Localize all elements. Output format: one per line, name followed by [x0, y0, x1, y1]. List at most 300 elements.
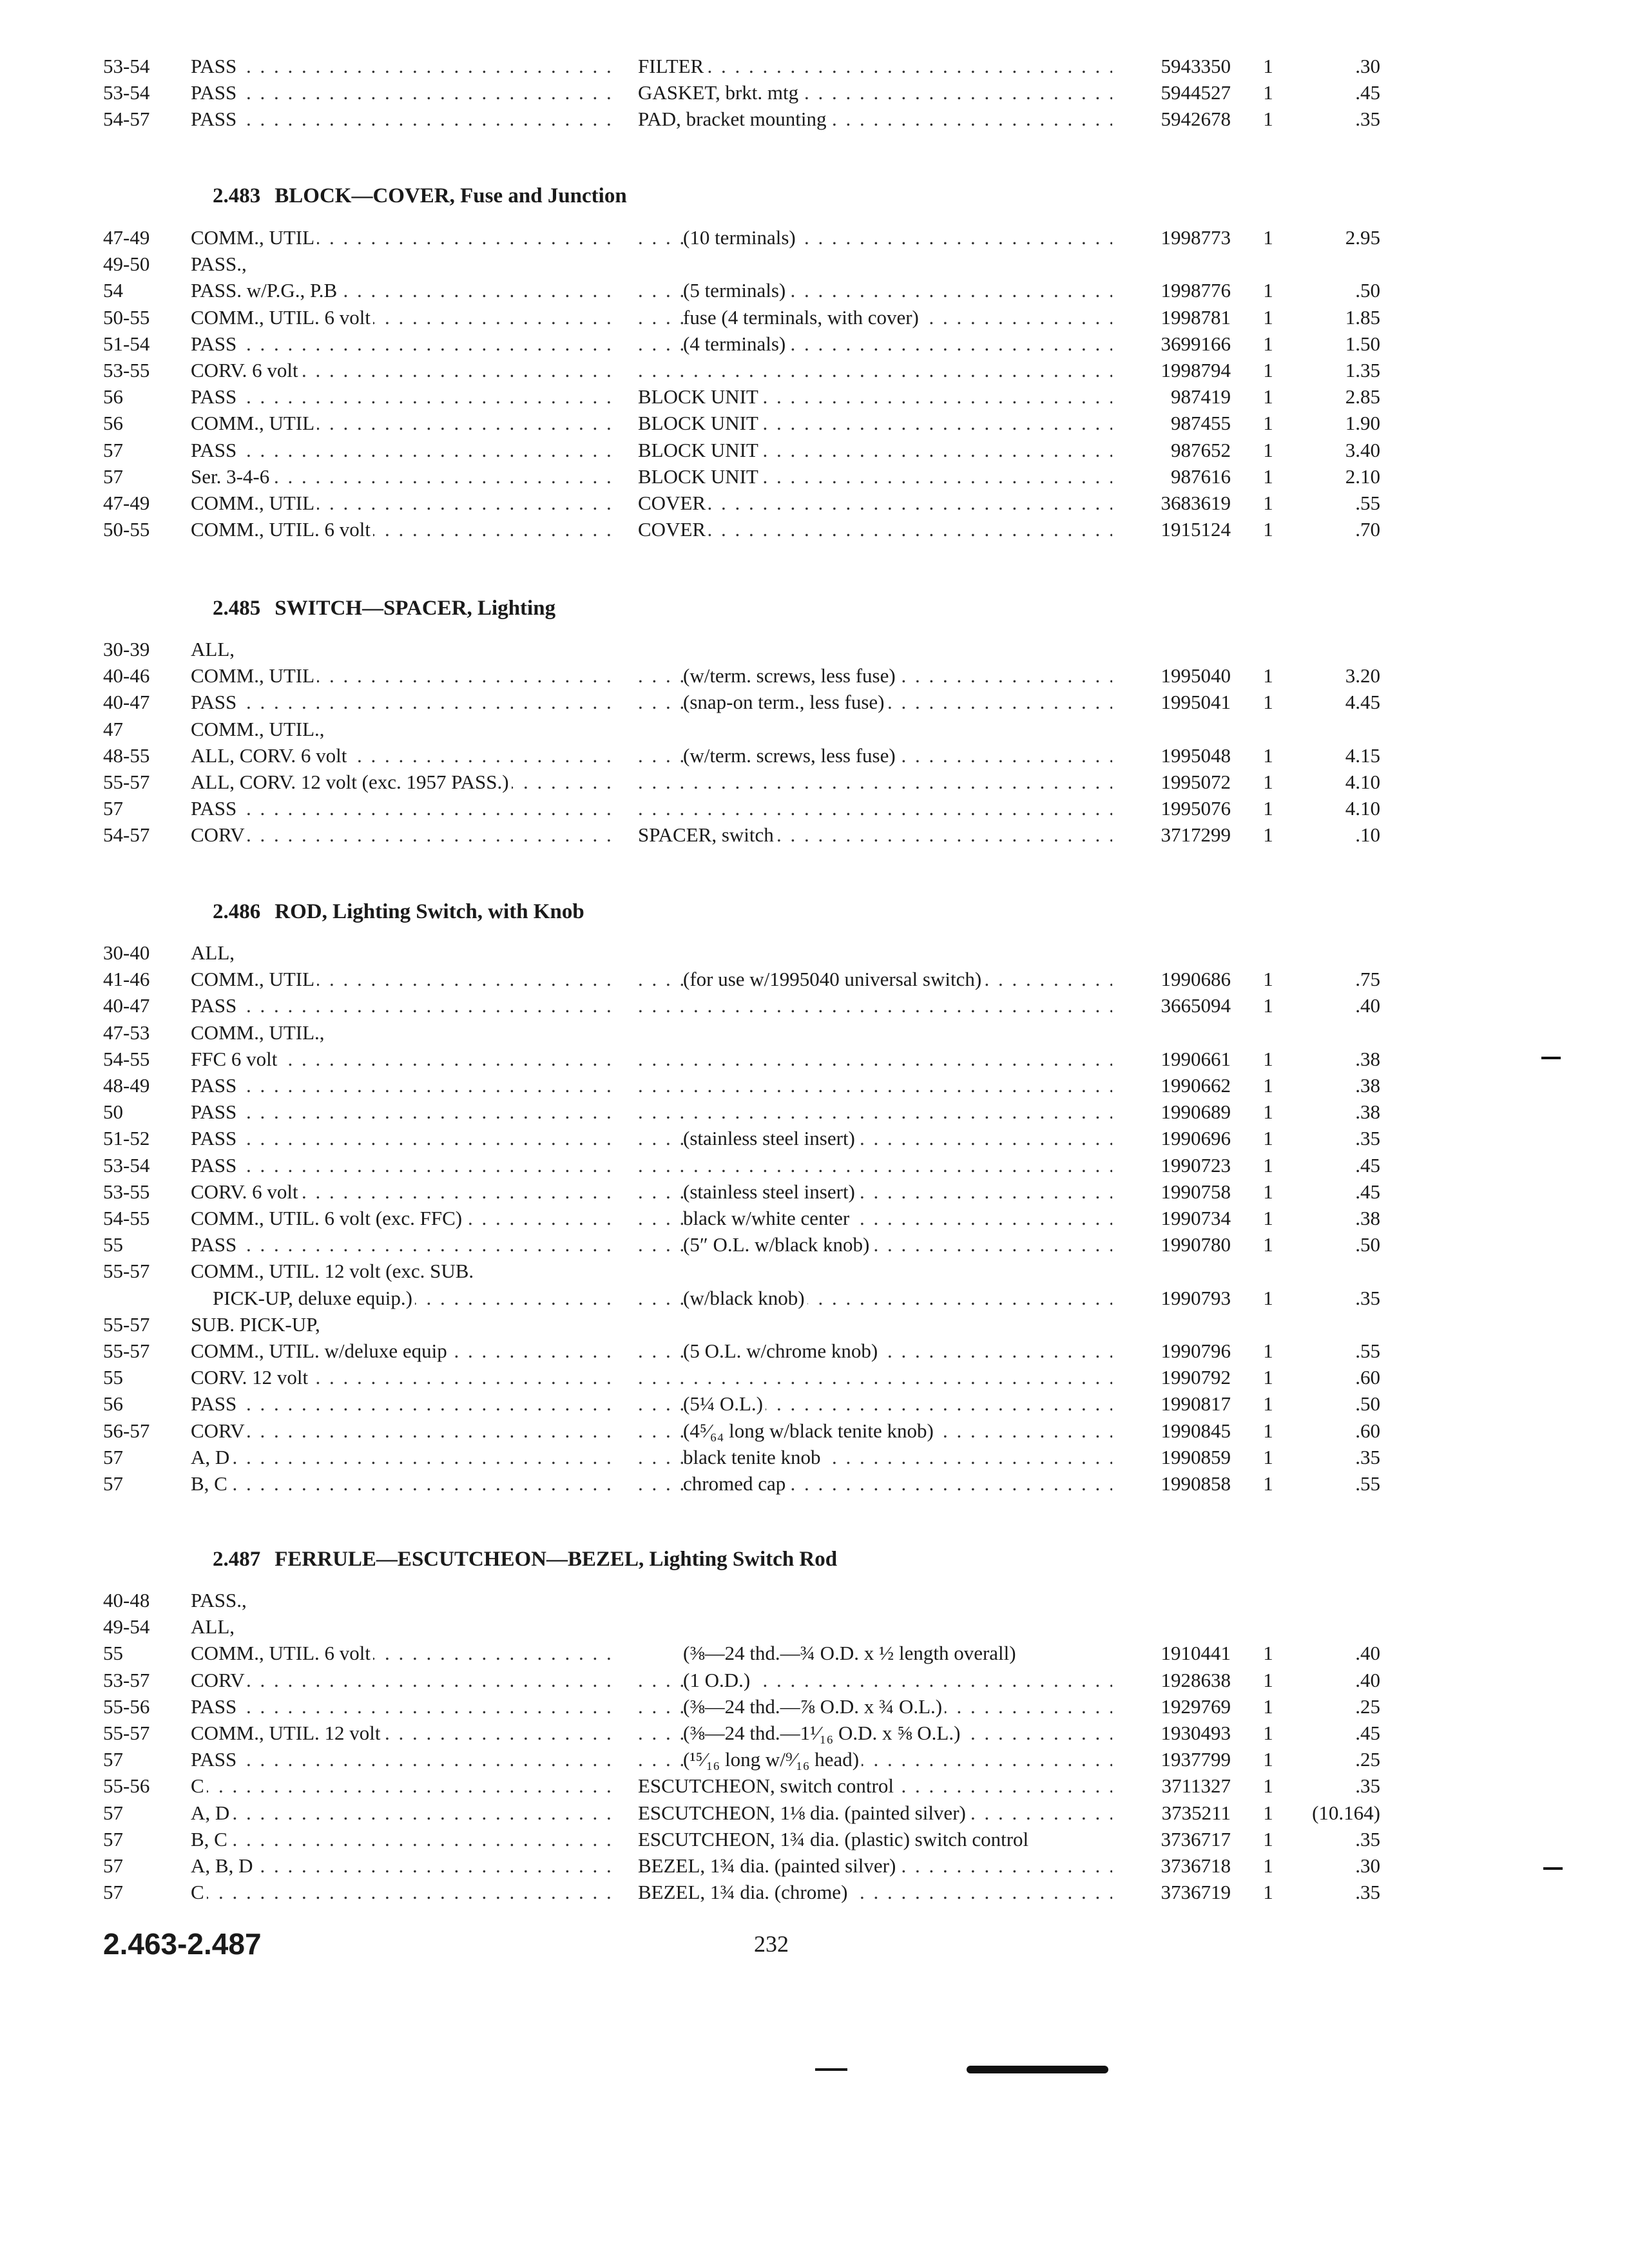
part-description	[638, 992, 1112, 1019]
parts-row	[0, 516, 1629, 543]
list-price: .38	[1355, 1074, 1380, 1097]
model-applicability	[191, 1470, 611, 1497]
section-title: SWITCH—SPACER, Lighting	[275, 597, 556, 620]
quantity: 1	[1263, 1748, 1273, 1771]
model-text: ALL,	[191, 941, 235, 964]
quantity: 1	[1263, 994, 1273, 1017]
part-number: 1998781	[1161, 306, 1231, 329]
model-years: 55-57	[103, 1260, 150, 1282]
parts-row	[0, 742, 1629, 769]
model-years: 55	[103, 1233, 123, 1256]
description-text: black w/white center	[683, 1207, 852, 1229]
part-description	[638, 1046, 1112, 1072]
model-years: 50-55	[103, 306, 150, 329]
model-applicability	[191, 277, 611, 303]
model-text: C	[191, 1881, 207, 1903]
description-text: (⅜—24 thd.—1¹⁄₁₆ O.D. x ⅝ O.L.)	[683, 1722, 963, 1744]
parts-row	[0, 1390, 1629, 1417]
model-text: COMM., UTIL. 12 volt	[191, 1722, 383, 1744]
part-description	[638, 331, 1112, 357]
parts-row	[0, 1311, 1629, 1338]
part-description	[638, 1587, 1112, 1613]
section-heading	[213, 898, 584, 926]
part-description	[638, 822, 1112, 848]
quantity: 1	[1263, 279, 1273, 302]
parts-row	[0, 822, 1629, 848]
description-text: SPACER, switch	[638, 823, 776, 846]
model-years: 55	[103, 1642, 123, 1664]
part-description	[638, 463, 1112, 490]
list-price	[1284, 1587, 1380, 1613]
section-title: FERRULE—ESCUTCHEON—BEZEL, Lighting Switch Rod	[275, 1548, 838, 1571]
model-text: CORV. 12 volt	[191, 1366, 311, 1389]
quantity: 1	[1263, 1828, 1273, 1850]
part-number: 3665094	[1161, 994, 1231, 1017]
quantity: 1	[1263, 1881, 1273, 1903]
description-text: (stainless steel insert)	[683, 1180, 858, 1203]
model-text: ALL, CORV. 6 volt	[191, 744, 349, 767]
model-applicability	[191, 1019, 611, 1046]
list-price: 2.10	[1345, 465, 1380, 488]
model-years: 53-57	[103, 1669, 150, 1691]
part-number: 987616	[1171, 465, 1231, 488]
model-text: PASS	[191, 994, 239, 1017]
model-years: 57	[103, 1802, 123, 1824]
model-text: B, C	[191, 1828, 230, 1850]
parts-row	[0, 1285, 1629, 1311]
model-text: COMM., UTIL.,	[191, 718, 325, 740]
list-price: .45	[1355, 1154, 1380, 1177]
model-applicability	[191, 716, 611, 742]
quantity: 1	[1263, 1233, 1273, 1256]
part-description	[638, 1470, 1112, 1497]
model-years: 56	[103, 385, 123, 408]
list-price: .35	[1355, 1881, 1380, 1903]
parts-row	[0, 1879, 1629, 1905]
list-price: .50	[1355, 1233, 1380, 1256]
part-description	[638, 357, 1112, 383]
parts-row	[0, 277, 1629, 303]
model-text: COMM., UTIL. 6 volt (exc. FFC)	[191, 1207, 465, 1229]
quantity: 1	[1263, 1774, 1273, 1797]
quantity: 1	[1263, 1207, 1273, 1229]
part-description	[638, 1852, 1112, 1879]
model-years: 50	[103, 1100, 123, 1123]
description-text: chromed cap	[683, 1472, 788, 1495]
model-years	[103, 1285, 190, 1311]
part-number: 3683619	[1161, 492, 1231, 514]
part-number: 1929769	[1161, 1695, 1231, 1718]
list-price: .35	[1355, 1828, 1380, 1850]
model-years: 53-54	[103, 1154, 150, 1177]
model-applicability	[191, 1152, 611, 1178]
list-price: .30	[1355, 55, 1380, 77]
list-price: .25	[1355, 1695, 1380, 1718]
model-text: CORV	[191, 823, 247, 846]
part-description	[638, 1693, 1112, 1720]
part-description	[638, 1444, 1112, 1470]
description-text: COVER	[638, 518, 708, 541]
model-years: 40-48	[103, 1589, 150, 1611]
part-description	[638, 1613, 1112, 1640]
model-years: 50-55	[103, 518, 150, 541]
part-number: 5943350	[1161, 55, 1231, 77]
part-description	[638, 1258, 1112, 1284]
scan-smudge	[1541, 1057, 1561, 1059]
list-price: 2.85	[1345, 385, 1380, 408]
part-number	[1115, 1311, 1231, 1338]
part-number: 3717299	[1161, 823, 1231, 846]
list-price: .70	[1355, 518, 1380, 541]
quantity: 1	[1263, 1127, 1273, 1149]
description-text: (for use w/1995040 universal switch)	[683, 968, 984, 990]
description-text: BLOCK UNIT	[638, 412, 761, 434]
list-price: 1.35	[1345, 359, 1380, 381]
model-applicability	[191, 410, 611, 436]
list-price	[1284, 636, 1380, 662]
model-text: COMM., UTIL	[191, 412, 317, 434]
part-number: 1990734	[1161, 1207, 1231, 1229]
part-number: 1995072	[1161, 771, 1231, 793]
quantity: 1	[1263, 439, 1273, 461]
parts-row	[0, 966, 1629, 992]
parts-row	[0, 1046, 1629, 1072]
model-applicability	[191, 795, 611, 822]
list-price: 4.10	[1345, 797, 1380, 820]
model-years: 49-50	[103, 253, 150, 275]
model-text: COMM., UTIL.,	[191, 1021, 325, 1044]
part-description	[638, 1390, 1112, 1417]
part-number: 5942678	[1161, 108, 1231, 130]
description-text: black tenite knob	[683, 1446, 824, 1468]
list-price: .55	[1355, 492, 1380, 514]
quantity: 1	[1263, 385, 1273, 408]
part-description	[638, 1311, 1112, 1338]
quantity: 1	[1263, 359, 1273, 381]
parts-row	[0, 992, 1629, 1019]
description-text: (1 O.D.)	[683, 1669, 753, 1691]
part-number: 3711327	[1161, 1774, 1231, 1797]
model-years: 56	[103, 1392, 123, 1415]
model-years: 57	[103, 1881, 123, 1903]
parts-row	[0, 383, 1629, 410]
model-years: 55	[103, 1366, 123, 1389]
part-description	[638, 1826, 1112, 1852]
list-price: .35	[1355, 1446, 1380, 1468]
part-number: 1990662	[1161, 1074, 1231, 1097]
model-text: CORV	[191, 1419, 247, 1442]
model-applicability	[191, 1125, 611, 1151]
description-text: (5 O.L. w/chrome knob)	[683, 1340, 880, 1362]
model-years: 48-49	[103, 1074, 150, 1097]
part-description	[638, 410, 1112, 436]
quantity: 1	[1263, 1419, 1273, 1442]
quantity: 1	[1263, 492, 1273, 514]
quantity: 1	[1263, 771, 1273, 793]
model-applicability	[191, 1746, 611, 1773]
part-number: 1990689	[1161, 1100, 1231, 1123]
model-text: PASS	[191, 108, 239, 130]
part-number: 3736717	[1161, 1828, 1231, 1850]
model-text: PASS	[191, 385, 239, 408]
part-description	[638, 53, 1112, 79]
part-description	[638, 1667, 1112, 1693]
model-applicability	[191, 769, 611, 795]
part-description	[638, 662, 1112, 689]
description-text: fuse (4 terminals, with cover)	[683, 306, 921, 329]
section-number: 2.486	[213, 900, 261, 923]
list-price: 1.85	[1345, 306, 1380, 329]
part-number: 1990858	[1161, 1472, 1231, 1495]
quantity	[1255, 251, 1281, 277]
model-years: 57	[103, 1446, 123, 1468]
model-years: 55-57	[103, 1340, 150, 1362]
quantity: 1	[1263, 968, 1273, 990]
list-price	[1284, 1258, 1380, 1284]
parts-row	[0, 331, 1629, 357]
model-applicability	[191, 636, 611, 662]
list-price: .35	[1355, 1127, 1380, 1149]
model-applicability	[191, 992, 611, 1019]
model-years: 40-47	[103, 994, 150, 1017]
model-applicability	[191, 966, 611, 992]
quantity: 1	[1263, 1048, 1273, 1070]
description-text: ESCUTCHEON, 1⅛ dia. (painted silver)	[638, 1802, 969, 1824]
model-applicability	[191, 1667, 611, 1693]
model-applicability	[191, 53, 611, 79]
part-number: 1998773	[1161, 226, 1231, 249]
list-price	[1284, 251, 1380, 277]
description-text: (5 terminals)	[683, 279, 788, 302]
parts-row	[0, 1826, 1629, 1852]
description-text: (w/black knob)	[683, 1287, 807, 1309]
model-text: COMM., UTIL	[191, 226, 317, 249]
list-price: .50	[1355, 279, 1380, 302]
model-years: 53-54	[103, 81, 150, 104]
model-text: A, D	[191, 1802, 232, 1824]
part-number: 1990696	[1161, 1127, 1231, 1149]
model-applicability	[191, 383, 611, 410]
part-number	[1115, 716, 1231, 742]
part-description	[638, 966, 1112, 992]
model-years: 49-54	[103, 1615, 150, 1638]
part-number: 1915124	[1161, 518, 1231, 541]
model-text: A, B, D	[191, 1854, 255, 1877]
parts-row	[0, 1019, 1629, 1046]
part-number: 1910441	[1161, 1642, 1231, 1664]
model-years: 40-47	[103, 691, 150, 713]
model-applicability	[191, 1587, 611, 1613]
list-price: .55	[1355, 1340, 1380, 1362]
quantity: 1	[1263, 1180, 1273, 1203]
model-years: 57	[103, 1828, 123, 1850]
list-price: .30	[1355, 1854, 1380, 1877]
quantity	[1255, 1019, 1281, 1046]
quantity: 1	[1263, 55, 1273, 77]
section-number: 2.483	[213, 184, 261, 207]
part-description	[638, 224, 1112, 251]
list-price: 4.45	[1345, 691, 1380, 713]
page-section-range: 2.463-2.487	[103, 1927, 262, 1961]
quantity	[1255, 1587, 1281, 1613]
model-applicability	[191, 1099, 611, 1125]
part-number: 987419	[1171, 385, 1231, 408]
part-number: 5944527	[1161, 81, 1231, 104]
part-number	[1115, 1258, 1231, 1284]
description-text: BLOCK UNIT	[638, 439, 761, 461]
part-number: 1995040	[1161, 664, 1231, 687]
part-number: 1990723	[1161, 1154, 1231, 1177]
parts-row	[0, 1470, 1629, 1497]
parts-row	[0, 53, 1629, 79]
part-description	[638, 1800, 1112, 1826]
part-number	[1115, 1613, 1231, 1640]
description-text: (4 terminals)	[683, 332, 788, 355]
list-price: .60	[1355, 1366, 1380, 1389]
description-text: (stainless steel insert)	[683, 1127, 858, 1149]
parts-row	[0, 1152, 1629, 1178]
model-years: 47-53	[103, 1021, 150, 1044]
parts-row	[0, 1587, 1629, 1613]
model-years: 54-57	[103, 823, 150, 846]
model-years: 51-52	[103, 1127, 150, 1149]
quantity: 1	[1263, 332, 1273, 355]
description-text: BLOCK UNIT	[638, 385, 761, 408]
model-text: SUB. PICK-UP,	[191, 1313, 320, 1336]
quantity: 1	[1263, 691, 1273, 713]
model-text: PASS	[191, 439, 239, 461]
part-description	[638, 1773, 1112, 1799]
model-text: COMM., UTIL. 12 volt (exc. SUB.	[191, 1260, 474, 1282]
part-description	[638, 939, 1112, 966]
model-applicability	[191, 1258, 611, 1284]
scan-smudge	[967, 2066, 1108, 2073]
model-applicability	[191, 1613, 611, 1640]
quantity: 1	[1263, 1154, 1273, 1177]
list-price: .35	[1355, 108, 1380, 130]
model-text: PASS	[191, 1074, 239, 1097]
model-applicability	[191, 1879, 611, 1905]
quantity: 1	[1263, 412, 1273, 434]
part-description	[638, 1720, 1112, 1746]
quantity: 1	[1263, 518, 1273, 541]
quantity	[1255, 1258, 1281, 1284]
part-number: 3699166	[1161, 332, 1231, 355]
part-description	[638, 1338, 1112, 1364]
model-applicability	[191, 1364, 611, 1390]
part-description	[638, 1746, 1112, 1773]
part-description	[638, 1099, 1112, 1125]
quantity: 1	[1263, 1695, 1273, 1718]
part-description	[638, 516, 1112, 543]
quantity	[1255, 939, 1281, 966]
quantity: 1	[1263, 797, 1273, 820]
part-description	[638, 769, 1112, 795]
part-number: 1990792	[1161, 1366, 1231, 1389]
quantity	[1255, 636, 1281, 662]
model-years: 56-57	[103, 1419, 150, 1442]
model-years: 30-40	[103, 941, 150, 964]
model-text: PASS.,	[191, 253, 247, 275]
list-price: 3.20	[1345, 664, 1380, 687]
parts-row	[0, 1364, 1629, 1390]
parts-row	[0, 106, 1629, 132]
list-price: .35	[1355, 1774, 1380, 1797]
model-applicability	[191, 1773, 611, 1799]
model-years: 54	[103, 279, 123, 302]
model-text: Ser. 3-4-6	[191, 465, 272, 488]
description-text: BEZEL, 1¾ dia. (chrome)	[638, 1881, 850, 1903]
parts-row	[0, 1125, 1629, 1151]
quantity: 1	[1263, 1392, 1273, 1415]
parts-row	[0, 1099, 1629, 1125]
section-heading	[213, 182, 627, 210]
parts-row	[0, 410, 1629, 436]
page-number: 232	[754, 1931, 789, 1957]
model-text: PASS.,	[191, 1589, 247, 1611]
scan-smudge	[1543, 1867, 1563, 1870]
part-number: 1990661	[1161, 1048, 1231, 1070]
quantity: 1	[1263, 744, 1273, 767]
model-text: PASS	[191, 1695, 239, 1718]
model-text: PASS	[191, 1127, 239, 1149]
model-applicability	[191, 939, 611, 966]
description-text: BEZEL, 1¾ dia. (painted silver)	[638, 1854, 898, 1877]
parts-row	[0, 304, 1629, 331]
model-applicability	[191, 1826, 611, 1852]
description-text: (¹⁵⁄₁₆ long w/⁹⁄₁₆ head)	[683, 1748, 862, 1771]
part-description	[638, 106, 1112, 132]
list-price: 1.50	[1345, 332, 1380, 355]
parts-row	[0, 1205, 1629, 1231]
part-number: 1990859	[1161, 1446, 1231, 1468]
model-applicability	[191, 1072, 611, 1099]
model-years: 57	[103, 439, 123, 461]
model-years: 30-39	[103, 638, 150, 660]
part-number: 1930493	[1161, 1722, 1231, 1744]
parts-row	[0, 716, 1629, 742]
list-price: 1.90	[1345, 412, 1380, 434]
quantity: 1	[1263, 1340, 1273, 1362]
part-description	[638, 1019, 1112, 1046]
part-description	[638, 1072, 1112, 1099]
parts-row	[0, 1800, 1629, 1826]
model-text: ALL,	[191, 1615, 235, 1638]
model-years: 47	[103, 718, 123, 740]
part-description	[638, 79, 1112, 106]
model-text: ALL, CORV. 12 volt (exc. 1957 PASS.)	[191, 771, 512, 793]
description-text: (snap-on term., less fuse)	[683, 691, 887, 713]
model-applicability	[191, 1444, 611, 1470]
model-years: 57	[103, 797, 123, 820]
section-title: BLOCK—COVER, Fuse and Junction	[275, 184, 627, 207]
part-description	[638, 251, 1112, 277]
list-price: 3.40	[1345, 439, 1380, 461]
description-text: (⅜—24 thd.—⅞ O.D. x ¾ O.L.)	[683, 1695, 945, 1718]
part-description	[638, 742, 1112, 769]
model-text: COMM., UTIL	[191, 664, 317, 687]
parts-row	[0, 662, 1629, 689]
part-description	[638, 304, 1112, 331]
parts-row	[0, 1773, 1629, 1799]
part-number: 1995041	[1161, 691, 1231, 713]
list-price	[1284, 1311, 1380, 1338]
part-number	[1115, 251, 1231, 277]
model-applicability	[191, 437, 611, 463]
model-applicability	[191, 1311, 611, 1338]
quantity: 1	[1263, 664, 1273, 687]
model-text: PASS	[191, 332, 239, 355]
